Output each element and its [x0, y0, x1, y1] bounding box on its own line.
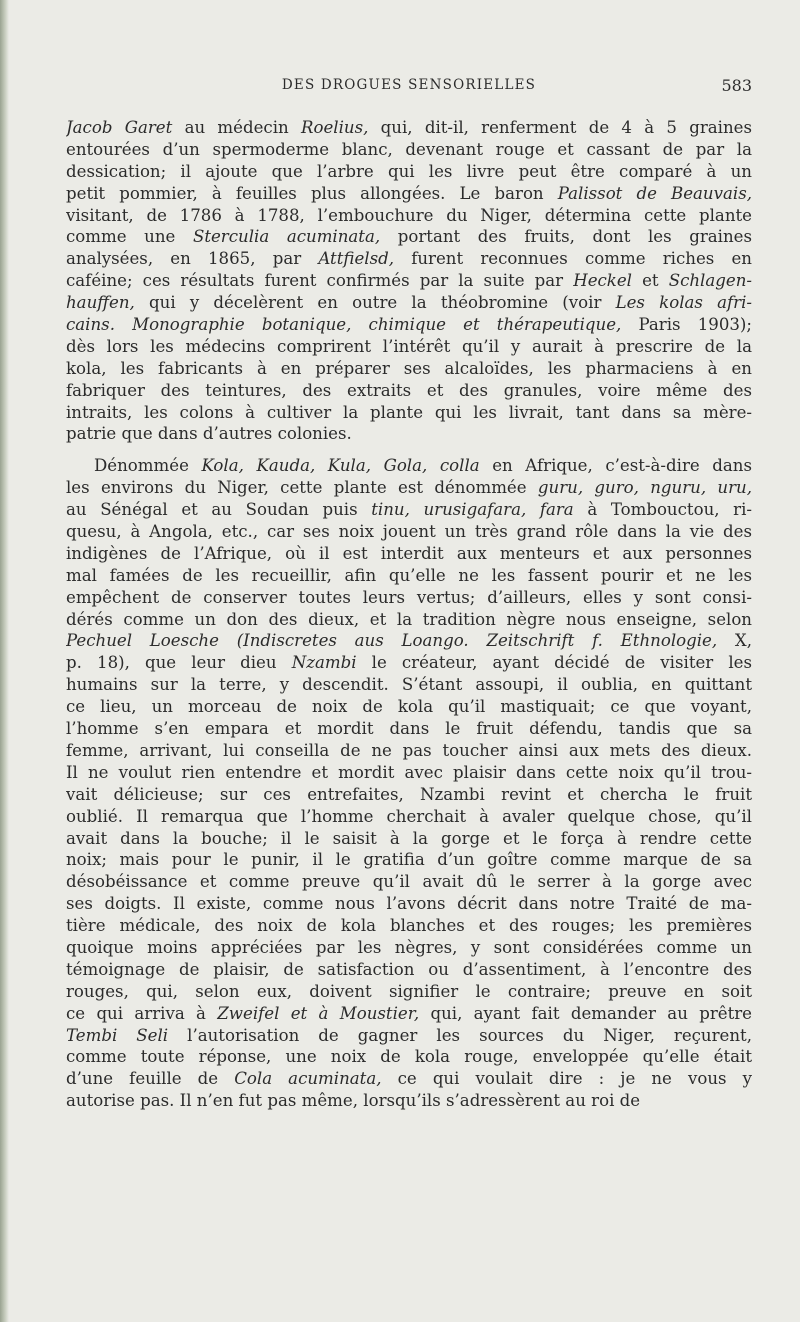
text-span: d’une feuille de [66, 1069, 235, 1089]
text-line [66, 402, 752, 424]
body-text [66, 117, 752, 1112]
text-span: comme une [66, 227, 193, 247]
text-line [66, 609, 752, 631]
text-line [66, 336, 752, 358]
text-line [66, 423, 752, 445]
text-span: avait dans la bouche; il le saisit à la gorge et le força à rendre cette [66, 828, 752, 848]
text-span: les environs du Niger, cette plante est dénommée [66, 478, 538, 498]
text-line [66, 1025, 752, 1047]
text-span: Il ne voulut rien entendre et mordit avec plaisir dans cette noix qu’il trou- [66, 762, 752, 782]
page-binding-edge [0, 0, 9, 1322]
text-line [66, 849, 752, 871]
paragraph [66, 117, 752, 445]
text-line [66, 784, 752, 806]
text-span: l’homme s’en empara et mordit dans le fruit défendu, tandis que sa [66, 719, 752, 739]
text-line [66, 630, 752, 652]
text-line [66, 893, 752, 915]
text-line [66, 915, 752, 937]
text-line [66, 1068, 752, 1090]
text-line [66, 587, 752, 609]
text-line [66, 292, 752, 314]
text-line [66, 828, 752, 850]
text-line [66, 696, 752, 718]
text-span: tière médicale, des noix de kola blanches et des rouges; les premières [66, 916, 752, 936]
text-span: à Tombouctou, ri- [573, 500, 752, 520]
text-span: ce qui arriva à [66, 1003, 218, 1023]
italic-span: Jacob Garet [66, 118, 173, 137]
italic-span: cains. Monographie botanique, chimique et thérapeutique, [66, 315, 622, 335]
text-span: analysées, en 1865, par [66, 249, 319, 269]
page-number: 583 [721, 76, 752, 95]
italic-span: Nzambi [291, 653, 357, 673]
italic-span: Kola, Kauda, Kula, Gola, colla [201, 456, 480, 476]
text-line [66, 871, 752, 893]
text-span: oublié. Il remarqua que l’homme cherchait à avaler quelque chose, qu’il [66, 806, 752, 826]
text-line [66, 981, 752, 1003]
text-line [66, 139, 752, 161]
italic-span: Zweifel et à Moustier, [217, 1003, 420, 1023]
text-span: l’autorisation de gagner les sources du Niger, reçurent, [168, 1025, 752, 1045]
text-span: vait délicieuse; sur ces entrefaites, Nzambi revint et chercha le fruit [66, 784, 752, 804]
paragraph [66, 455, 752, 1112]
italic-span: hauffen, [66, 293, 135, 313]
text-span: au Sénégal et au Soudan puis [66, 500, 372, 520]
text-span: caféine; ces résultats furent confirmés par la suite par [66, 271, 574, 291]
text-line [66, 740, 752, 762]
text-line [66, 806, 752, 828]
text-line [66, 1003, 752, 1025]
text-line [66, 183, 752, 205]
text-line [66, 959, 752, 981]
italic-span: Les kolas afri- [615, 293, 752, 313]
text-span: quesu, à Angola, etc., car ses noix jouent un très grand rôle dans la vie des [66, 522, 752, 542]
text-span: qui, dit-il, renferment de 4 à 5 graines [368, 118, 752, 137]
text-line [66, 270, 752, 292]
text-span: le créateur, ayant décidé de visiter les [356, 653, 752, 673]
text-span: fabriquer des teintures, des extraits et des granules, voire même des [66, 380, 752, 400]
text-span: désobéissance et comme preuve qu’il avait dû le serrer à la gorge avec [66, 872, 752, 892]
text-span: X, [717, 631, 752, 651]
text-line [66, 762, 752, 784]
italic-span: Schlagen- [668, 271, 752, 291]
text-span: kola, les fabricants à en préparer ses alcaloïdes, les pharmaciens à en [66, 358, 752, 378]
italic-span: Heckel [573, 271, 632, 291]
italic-span: Roelius, [300, 118, 369, 137]
text-line [66, 674, 752, 696]
text-span: quoique moins appréciées par les nègres, y sont considérées comme un [66, 937, 752, 957]
italic-span: Attfielsd, [318, 249, 394, 269]
text-span: Paris 1903); [621, 315, 752, 335]
text-line [66, 718, 752, 740]
text-line [66, 1046, 752, 1068]
text-span: visitant, de 1786 à 1788, l’embouchure du Niger, détermina cette plante [66, 205, 752, 225]
text-line [66, 937, 752, 959]
text-span: entourées d’un spermoderme blanc, devenant rouge et cassant de par la [66, 139, 752, 159]
text-line [66, 455, 752, 477]
text-line [66, 358, 752, 380]
running-title: DES DROGUES SENSORIELLES [281, 77, 537, 93]
italic-span: Pechuel Loesche (Indiscretes aus Loango. Zeitschrift f. Ethnologie, [66, 631, 718, 651]
text-span: dérés comme un don des dieux, et la tradition nègre nous enseigne, selon [66, 609, 752, 629]
text-span: autorise pas. Il n’en fut pas même, lorsqu’ils s’adressèrent au roi de [66, 1091, 641, 1111]
text-span: indigènes de l’Afrique, où il est interdit aux menteurs et aux personnes [66, 543, 752, 563]
text-span: témoignage de plaisir, de satisfaction ou d’assentiment, à l’encontre des [66, 959, 752, 979]
italic-span: Cola acuminata, [234, 1069, 382, 1089]
text-span: ses doigts. Il existe, comme nous l’avons décrit dans notre Traité de ma- [66, 894, 752, 914]
italic-span: Palissot de Beauvais, [557, 183, 752, 203]
italic-span: tinu, urusigafara, fara [371, 500, 574, 520]
text-span: rouges, qui, selon eux, doivent signifier le contraire; preuve en soit [66, 981, 752, 1001]
text-span: mal famées de les recueillir, afin qu’elle ne les fassent pourir et ne les [66, 565, 752, 585]
text-span: comme toute réponse, une noix de kola rouge, enveloppée qu’elle était [66, 1047, 752, 1067]
text-line [66, 477, 752, 499]
text-line [66, 652, 752, 674]
italic-span: guru, guro, nguru, uru, [537, 478, 752, 498]
text-span: dessication; il ajoute que l’arbre qui les livre peut être comparé à un [66, 161, 752, 181]
page-header [66, 77, 752, 101]
text-line [66, 314, 752, 336]
text-span: petit pommier, à feuilles plus allongées. Le baron [66, 183, 558, 203]
text-span: au médecin [172, 118, 301, 137]
text-span: noix; mais pour le punir, il le gratifia d’un goître comme marque de sa [66, 850, 752, 870]
text-line [66, 543, 752, 565]
text-line [66, 499, 752, 521]
text-span: et [632, 271, 669, 291]
text-span: portant des fruits, dont les graines [380, 227, 752, 247]
text-line [66, 205, 752, 227]
text-line [66, 1090, 752, 1112]
text-span: patrie que dans d’autres colonies. [66, 424, 352, 444]
text-span: p. 18), que leur dieu [66, 653, 292, 673]
text-line [66, 565, 752, 587]
text-span: qui y décelèrent en outre la théobromine (voir [134, 293, 616, 313]
italic-span: Sterculia acuminata, [192, 227, 381, 247]
text-span: furent reconnues comme riches en [394, 249, 752, 269]
text-line [66, 248, 752, 270]
text-line [66, 521, 752, 543]
text-span: dès lors les médecins comprirent l’intérêt qu’il y aurait à prescrire de la [66, 336, 752, 356]
text-line [66, 117, 752, 139]
text-span: humains sur la terre, y descendit. S’étant assoupi, il oublia, en quittant [66, 675, 752, 695]
text-span: ce qui voulait dire : je ne vous y [381, 1069, 752, 1089]
italic-span: Tembi Seli [66, 1025, 169, 1045]
text-span: femme, arrivant, lui conseilla de ne pas toucher ainsi aux mets des dieux. [66, 740, 752, 760]
text-line [66, 226, 752, 248]
text-span: qui, ayant fait demander au prêtre [419, 1003, 752, 1023]
paragraph-gap [66, 445, 752, 455]
text-span: Dénommée [94, 456, 202, 476]
text-span: intraits, les colons à cultiver la plante qui les livrait, tant dans sa mère- [66, 402, 752, 422]
text-line [66, 161, 752, 183]
text-line [66, 380, 752, 402]
text-span: ce lieu, un morceau de noix de kola qu’il mastiquait; ce que voyant, [66, 697, 752, 717]
text-span: en Afrique, c’est-à-dire dans [479, 456, 752, 476]
text-span: empêchent de conserver toutes leurs vertus; d’ailleurs, elles y sont consi- [66, 587, 752, 607]
